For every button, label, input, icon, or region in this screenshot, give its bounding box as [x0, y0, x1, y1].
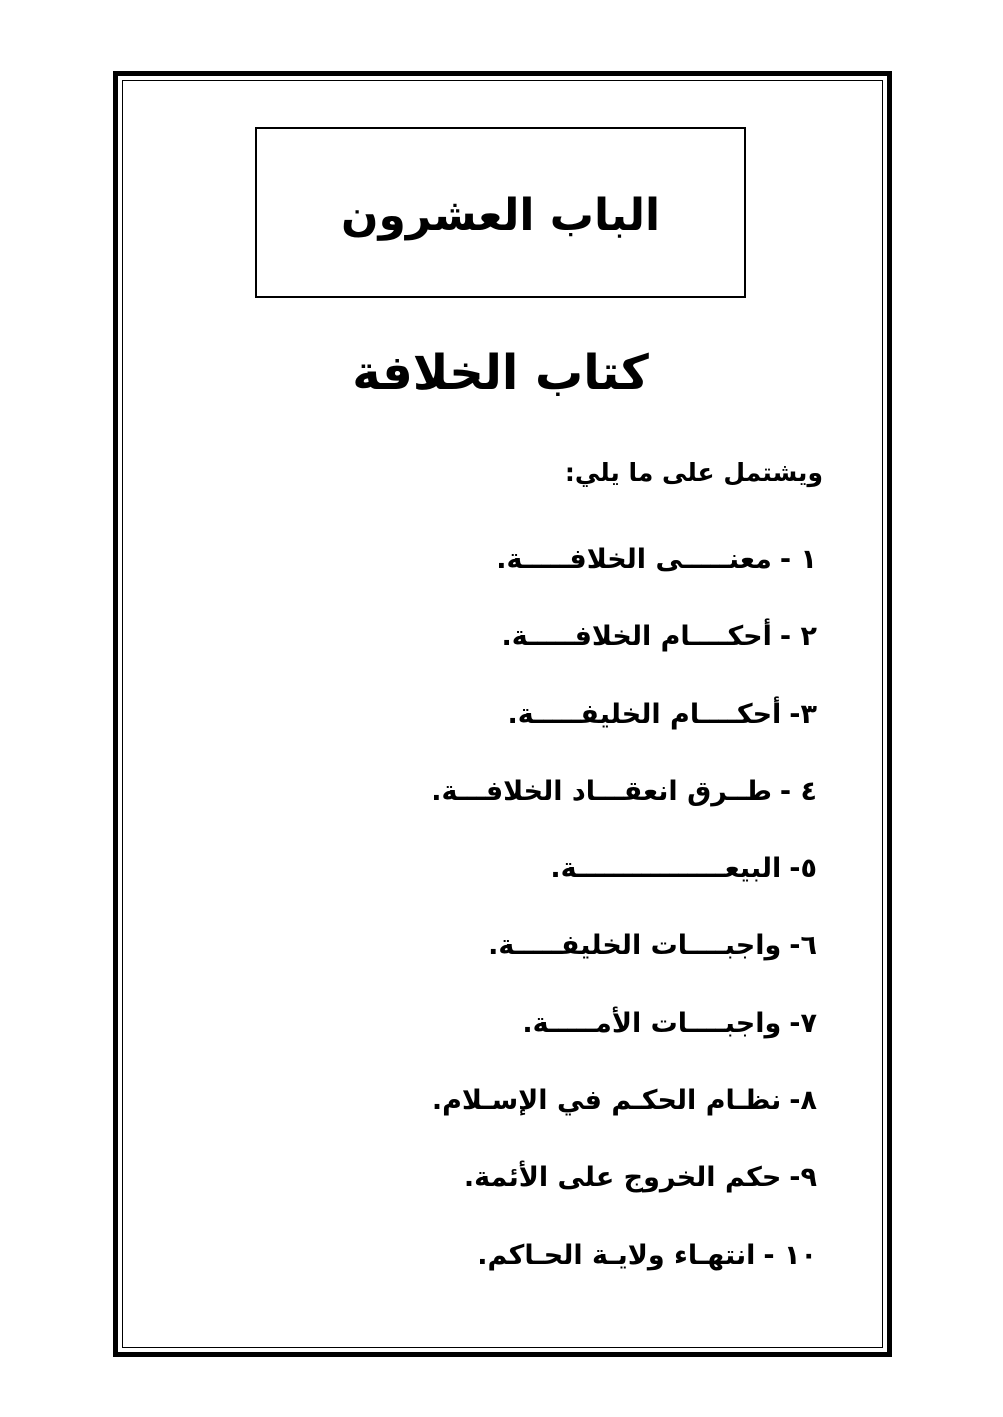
toc-item-number: ٨- [789, 1085, 817, 1117]
chapter-title: الباب العشرون [340, 189, 661, 241]
toc-item-number: ٤ - [779, 775, 817, 807]
toc-item-number: ٢ - [779, 621, 817, 653]
toc-item-number: ١٠ - [763, 1239, 817, 1271]
toc-item-number: ٣- [789, 698, 817, 730]
toc-item-number: ١ - [779, 544, 817, 575]
toc-item-7 [397, 1007, 817, 1084]
toc-item-4 [397, 775, 817, 852]
toc-item-1 [397, 543, 817, 620]
table-of-contents [397, 543, 817, 1316]
book-title: كتاب الخلافة [352, 345, 649, 401]
toc-item-number: ٩- [789, 1162, 817, 1194]
toc-item-number: ٧- [789, 1007, 817, 1039]
toc-item-9 [397, 1161, 817, 1238]
toc-item-3 [397, 698, 817, 775]
toc-item-text: انتهـاء ولايـة الحـاكم. [477, 1239, 756, 1271]
toc-item-text: حكم الخروج على الأئمة. [463, 1162, 782, 1194]
toc-item-text: أحكــــام الخليفـــــة. [507, 698, 782, 730]
toc-item-10 [397, 1239, 817, 1316]
toc-item-text: طــرق انعقـــاد الخلافـــة. [431, 775, 772, 807]
toc-item-text: أحكــــام الخلافـــــة. [501, 621, 772, 653]
toc-item-2 [397, 620, 817, 697]
toc-item-text: معنـــــى الخلافـــــة. [496, 544, 772, 575]
toc-item-text: واجبــــات الأمـــــة. [522, 1007, 782, 1039]
toc-item-5 [397, 852, 817, 929]
toc-item-number: ٦- [789, 930, 817, 962]
toc-item-text: البيعــــــــــــــــة. [550, 853, 782, 885]
toc-item-number: ٥- [789, 853, 817, 885]
chapter-title-box [255, 127, 746, 298]
toc-item-text: واجبــــات الخليفـــــة. [488, 930, 782, 962]
intro-text: ويشتمل على ما يلي: [564, 458, 823, 487]
toc-item-8 [397, 1084, 817, 1161]
toc-item-6 [397, 929, 817, 1006]
toc-item-text: نظـام الحكـم في الإسـلام. [431, 1085, 782, 1117]
